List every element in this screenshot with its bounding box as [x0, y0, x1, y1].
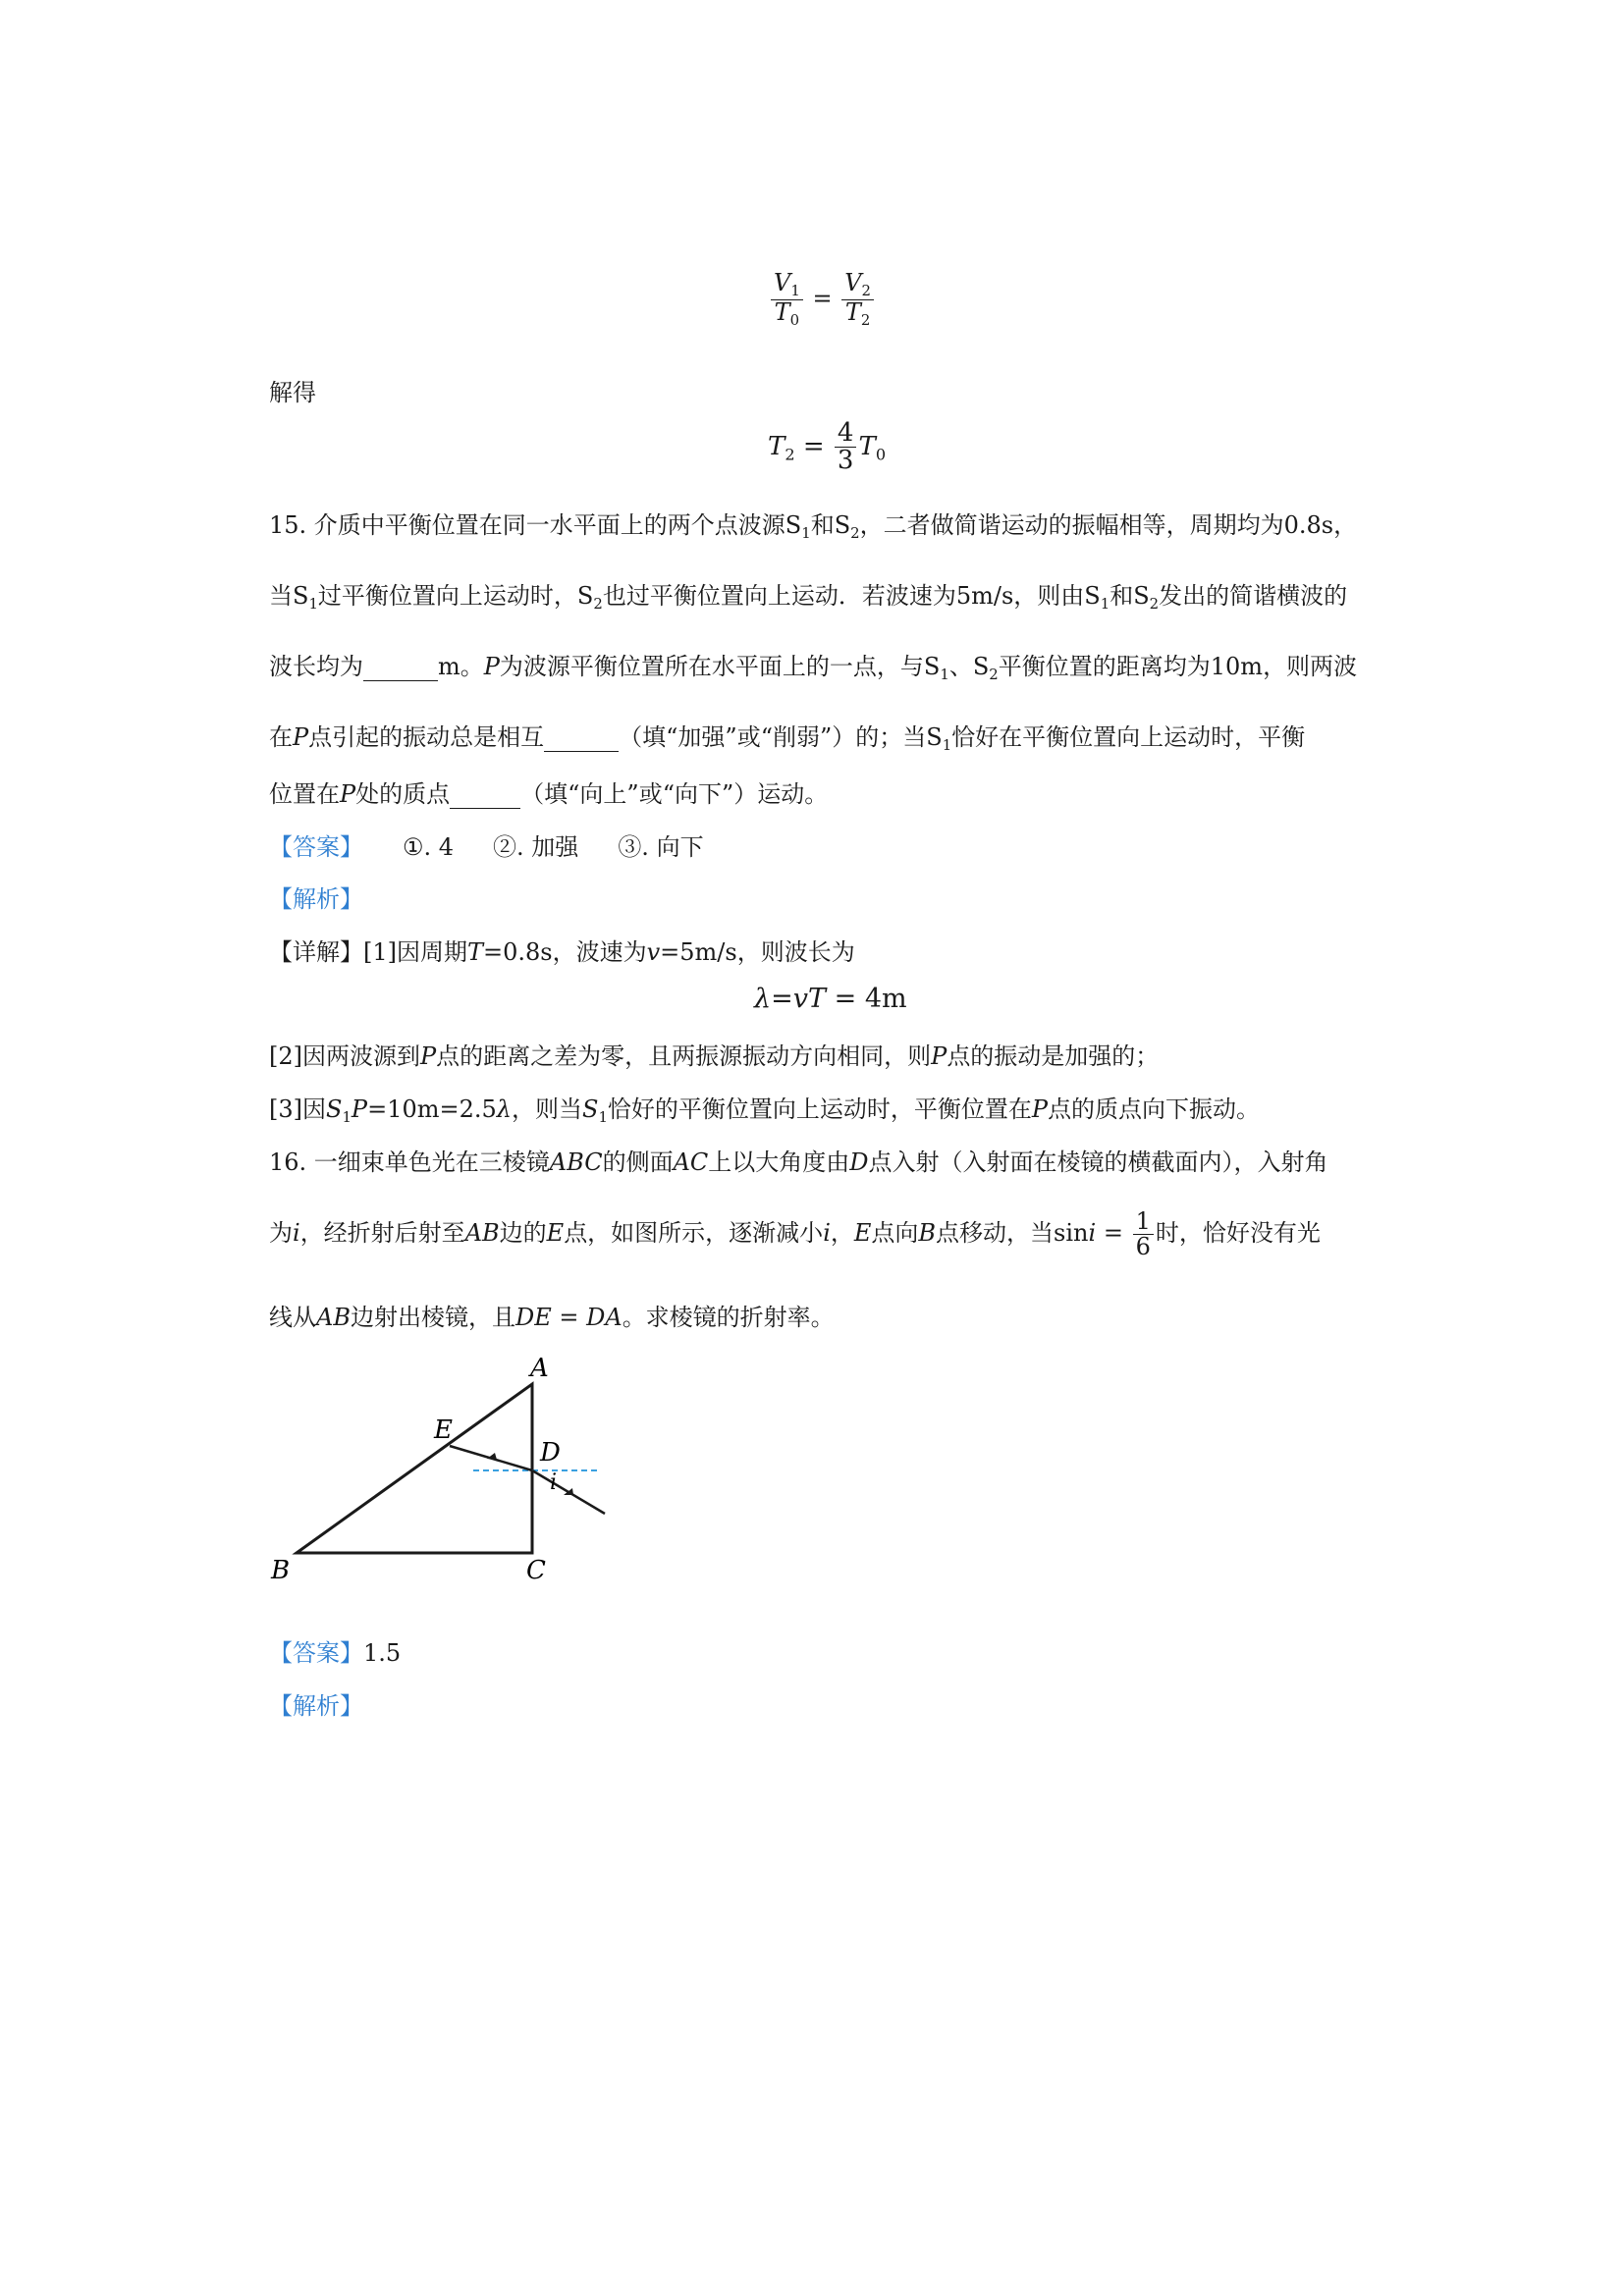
vertex-b-label: B [271, 1556, 291, 1585]
q16-line-3: 线从AB边射出棱镜，且DE = DA。求棱镜的折射率。 [269, 1304, 835, 1331]
vertex-c-label: C [526, 1556, 546, 1585]
solve-word: 解得 [269, 379, 316, 406]
answer-tag: 【答案】 [269, 833, 363, 861]
q15-line-3: 波长均为 m。P为波源平衡位置所在水平面上的一点，与$S_1$、$S_2$平衡位置的距离均为10m，则两波 [269, 653, 1358, 684]
wavelength-equation: λ=vT = 4m [754, 984, 907, 1014]
prism-triangle [297, 1384, 532, 1553]
interference-blank[interactable] [544, 723, 619, 752]
q16-analysis-tag: 【解析】 [269, 1692, 363, 1720]
gas-law-equation: $\frac{V_1}{T_0}$ = $\frac{V_2}{T_2}$ [769, 271, 876, 329]
wavelength-blank[interactable] [363, 653, 438, 681]
q15-line-2: 当$S_1$过平衡位置向上运动时，$S_2$也过平衡位置向上运动．若波速为5m/s，则由$S_1$和$S_2$发出的简谐横波的 [269, 582, 1348, 614]
q15-answer: 【答案】 ①. 4 ②. 加强 ③. 向下 [269, 833, 704, 861]
q15-line-1: 15. 介质中平衡位置在同一水平面上的两个点波源$S_1$和$S_2$，二者做简谐运动的振幅相等，周期均为0.8s， [269, 511, 1358, 543]
point-e-label: E [434, 1415, 453, 1445]
point-d-label: D [540, 1438, 561, 1468]
q16-line-2: 为i，经折射后射至AB边的E点，如图所示，逐渐减小i，E点向B点移动，当sini = $\frac{1}{6}$ 时，恰好没有光 [269, 1207, 1321, 1261]
angle-i-label: i [550, 1470, 558, 1495]
q16-answer: 【答案】1.5 [269, 1639, 402, 1667]
q15-detail-1: 【详解】[1]因周期T=0.8s，波速为v=5m/s，则波长为 [269, 938, 855, 966]
vertex-a-label: A [530, 1354, 549, 1383]
motion-direction-blank[interactable] [450, 780, 520, 809]
q15-analysis-tag: 【解析】 [269, 885, 363, 913]
q15-line-5: 位置在P处的质点 （填“向上”或“向下”）运动。 [269, 780, 829, 808]
q15-detail-2: [2]因两波源到P点的距离之差为零，且两振源振动方向相同，则P点的振动是加强的； [269, 1042, 1160, 1070]
temperature-result-equation: $T_2$ = $\frac{4}{3}$ $T_0$ [768, 418, 887, 476]
q16-line-1: 16. 一细束单色光在三棱镜ABC的侧面AC上以大角度由D点入射（入射面在棱镜的横截面内），入射角 [269, 1148, 1328, 1176]
q15-line-4: 在P点引起的振动总是相互 （填“加强”或“削弱”）的；当$S_1$恰好在平衡位置向上运动时，平衡 [269, 723, 1306, 755]
q15-detail-3: [3]因$S_1P=10m=2.5\lambda$，则当$S_1$恰好的平衡位置向上运动时，平衡位置在P点的质点向下振动。 [269, 1095, 1261, 1127]
prism-diagram [245, 1345, 638, 1610]
